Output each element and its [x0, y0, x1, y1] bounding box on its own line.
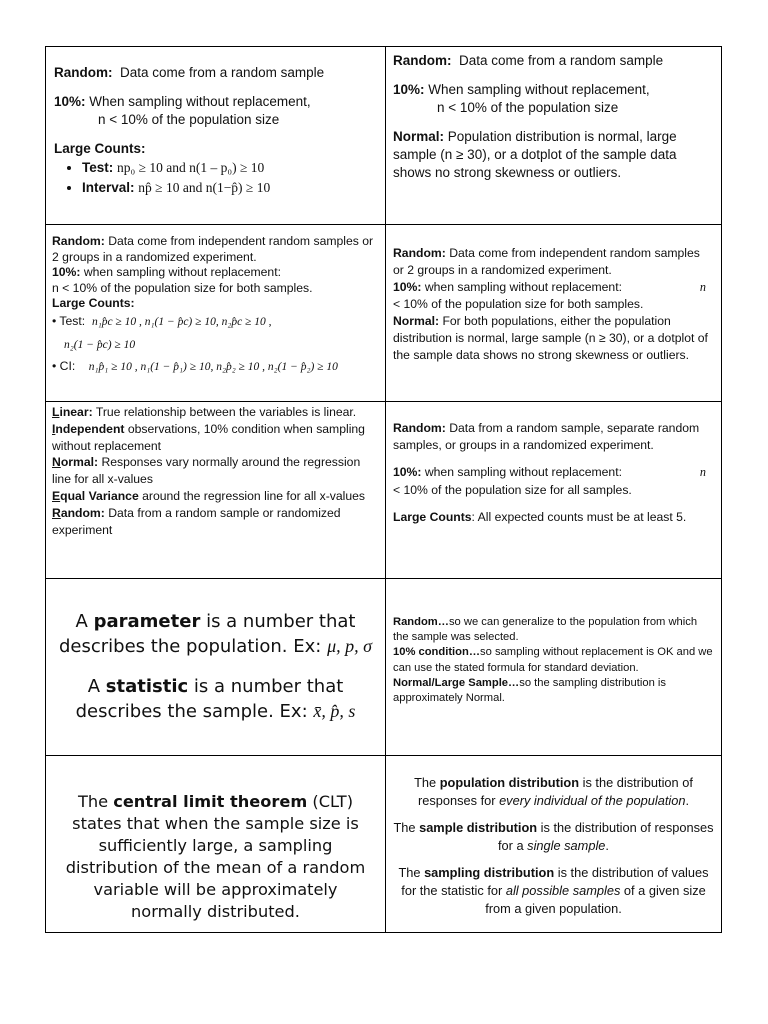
- random-condition: Random: Data from a random sample or randomized experiment: [52, 505, 341, 537]
- normal-condition: Normal: Population distribution is normal, large sample (n ≥ 30), or a dotplot of the sample data shows no strong skewness or outliers.: [393, 129, 677, 180]
- ten-percent-condition: 10%: when sampling without replacement: n: [393, 465, 706, 480]
- ten-percent-condition-line2: n < 10% of the population size: [98, 112, 280, 127]
- random-condition: Random: Data from a random sample, separate random samples, or groups in a randomized experiment.: [393, 421, 700, 453]
- row-regression-and-chi-square: [46, 401, 721, 578]
- row-clt-distributions: [46, 755, 721, 932]
- row-two-sample: [46, 224, 721, 401]
- independent-condition: Independent observations, 10% condition when sampling without replacement: [52, 421, 365, 453]
- equal-variance-condition: Equal Variance around the regression line for all x-values: [52, 488, 366, 503]
- random-purpose: Random…so we can generalize to the population from which the sample was selected.: [393, 616, 698, 644]
- clt-cell: [46, 756, 386, 932]
- sample-distribution-definition: The sample distribution is the distribution of responses for a single sample.: [393, 820, 714, 853]
- one-mean-conditions-cell: [386, 47, 721, 224]
- ten-percent-condition-line2: < 10% of the population size for both samples.: [393, 297, 644, 311]
- conditions-reference-table: [45, 46, 722, 933]
- normal-condition: Normal: Responses vary normally around the regression line for all x-values: [52, 455, 361, 487]
- large-counts-test: • Test: n₁p̂c ≥ 10 , n₁(1 − p̂c) ≥ 10, n₂p̂c ≥ 10 ,: [52, 313, 272, 328]
- random-condition: Random: Data come from independent random samples or 2 groups in a randomized experiment.: [393, 246, 700, 277]
- ten-percent-condition-line2: < 10% of the population size for all samples.: [393, 482, 632, 497]
- large-counts-heading: Large Counts:: [54, 141, 146, 156]
- condition-purpose-cell: [386, 579, 721, 755]
- ten-percent-condition: 10%: when sampling without replacement: n: [393, 280, 706, 294]
- two-proportion-conditions-cell: [46, 225, 386, 401]
- ten-percent-condition: 10%: When sampling without replacement,: [393, 82, 650, 97]
- ten-percent-condition: 10%: When sampling without replacement,: [54, 94, 311, 109]
- large-counts-test: • Test: np₀ ≥ 10 and n(1 – p₀) ≥ 10: [82, 158, 377, 178]
- large-counts-test-line2: n₂(1 − p̂c) ≥ 10: [64, 338, 136, 351]
- chi-square-conditions-cell: [386, 402, 721, 578]
- distributions-cell: [386, 756, 721, 932]
- population-distribution-definition: The population distribution is the distribution of responses for every individual of the population.: [414, 775, 693, 808]
- clt-definition: The central limit theorem (CLT) states that when the sample size is sufficiently large, a sampling distribution of the mean of a random variable will be approximately normally distributed.: [65, 792, 366, 921]
- linear-condition: Linear: True relationship between the variables is linear.: [52, 405, 357, 419]
- ten-percent-condition-line2: n < 10% of the population size: [437, 100, 619, 115]
- two-mean-conditions-cell: [386, 225, 721, 401]
- statistic-definition: A statistic is a number that describes the sample. Ex: x̄, p̂, s: [75, 676, 356, 722]
- regression-conditions-cell: [46, 402, 386, 578]
- parameter-statistic-cell: [46, 579, 386, 755]
- large-counts-ci: • CI: n₁p̂₁ ≥ 10 , n₁(1 − p̂₁) ≥ 10, n₂p̂₂ ≥ 10 , n₂(1 − p̂₂) ≥ 10: [52, 359, 338, 374]
- large-counts-condition: Large Counts: All expected counts must be at least 5.: [393, 509, 687, 524]
- row-parameter-statistic: [46, 578, 721, 755]
- large-counts-list: [54, 158, 377, 198]
- normal-condition: Normal: For both populations, either the population distribution is normal, large sample (n ≥ 30), or a dotplot of the sample data shows no strong skewness or outliers.: [393, 314, 708, 362]
- ten-percent-purpose: 10% condition…so sampling without replacement is OK and we can use the stated formula for standard deviation.: [393, 646, 713, 674]
- one-proportion-conditions-cell: [46, 47, 386, 224]
- row-one-sample-proportion-and-mean: [46, 47, 721, 224]
- ten-percent-condition-line2: n < 10% of the population size for both samples.: [52, 280, 313, 295]
- random-condition: Random: Data come from independent random samples or 2 groups in a randomized experiment.: [52, 234, 374, 264]
- normal-purpose: Normal/Large Sample…so the sampling distribution is approximately Normal.: [393, 676, 666, 705]
- ten-percent-condition: 10%: when sampling without replacement:: [52, 265, 281, 280]
- random-condition: Random: Data come from a random sample: [393, 53, 664, 68]
- large-counts-heading: Large Counts:: [52, 296, 135, 311]
- sampling-distribution-definition: The sampling distribution is the distribution of values for the statistic for all possible samples of a given size from a given population.: [398, 865, 709, 916]
- parameter-definition: A parameter is a number that describes the population. Ex: μ, p, σ: [58, 611, 372, 657]
- random-condition: Random: Data come from a random sample: [54, 65, 325, 80]
- large-counts-interval: • Interval: np̂ ≥ 10 and n(1−p̂) ≥ 10: [82, 178, 377, 198]
